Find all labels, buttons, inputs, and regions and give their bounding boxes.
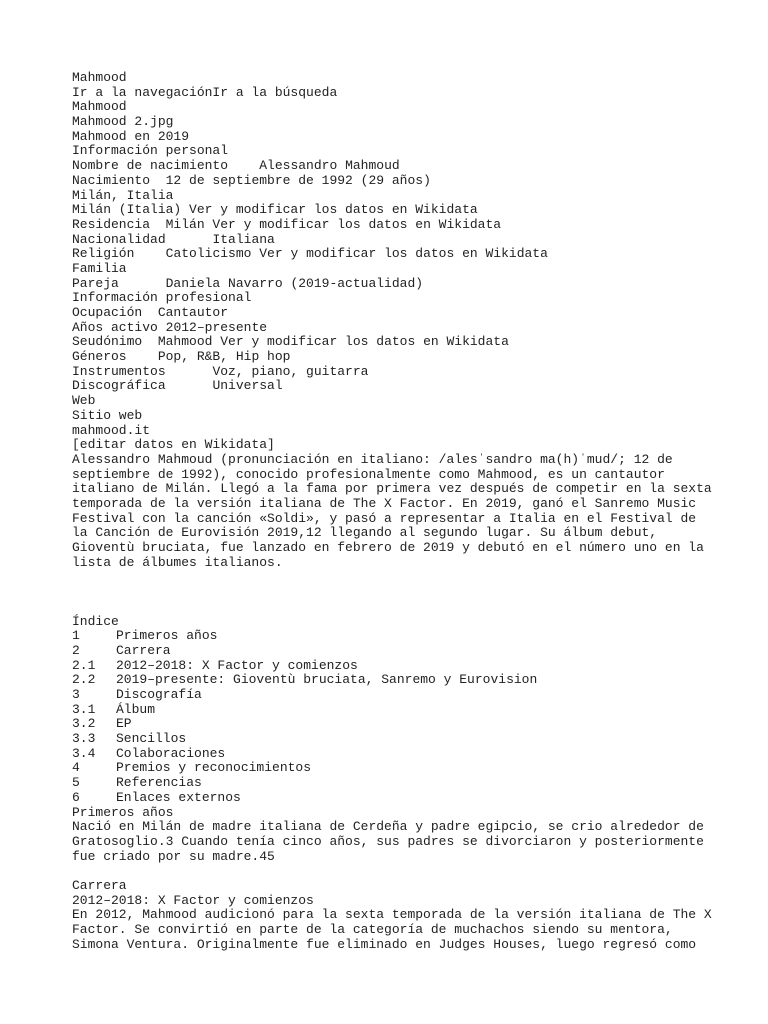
toc-title: Índice (72, 613, 119, 629)
toc-item[interactable] (72, 717, 712, 732)
years-active-value: 2012–presente (165, 319, 268, 335)
toc-item-number: 2.2 (72, 672, 96, 688)
toc-item-number: 3 (72, 687, 80, 702)
nationality-label: Nacionalidad (72, 231, 166, 247)
infobox-row-residence (72, 218, 712, 233)
toc-item[interactable] (72, 703, 712, 718)
infobox-row-years-active (72, 321, 712, 336)
edit-wikidata-link[interactable]: [editar datos en Wikidata] (72, 437, 275, 453)
spacer (72, 600, 712, 615)
toc-item-text[interactable]: Carrera (116, 642, 171, 658)
toc-item[interactable] (72, 629, 712, 644)
image-caption: Mahmood en 2019 (72, 128, 190, 144)
toc-item[interactable] (72, 747, 712, 762)
infobox-row-partner (72, 277, 712, 292)
image-file-link[interactable]: Mahmood 2.jpg (72, 114, 174, 130)
toc-item[interactable] (72, 791, 712, 806)
toc-item-text[interactable]: Álbum (116, 701, 156, 717)
infobox-row-genres (72, 350, 712, 365)
website-link[interactable]: mahmood.it (72, 422, 151, 438)
toc-item-text[interactable]: Premios y reconocimientos (116, 760, 312, 776)
instruments-value[interactable]: Voz, piano, guitarra (212, 363, 369, 379)
label-company-label: Discográfica (72, 378, 166, 394)
religion-label: Religión (72, 246, 135, 262)
toc-item[interactable] (72, 776, 712, 791)
occupation-value[interactable]: Cantautor (157, 305, 229, 320)
pseudonym-label: Seudónimo (72, 334, 143, 350)
birth-value: 12 de septiembre de 1992 (29 años) (165, 172, 431, 188)
intro-paragraph: Alessandro Mahmoud (pronunciación en italiano: /alesˈsandro ma(h)ˈmud/; 12 de septiembre de 1992), conocido profesionalmente como Mahmood, es un cantautor italiano de Milán. Llegó a la fama por primera vez después de competir en la sexta temporada de la versión italiana de The X Factor. En 2019, ganó el Sanremo Music Festival con la canción «Soldi», y pasó a representar a Italia en el Festival de la Canción de Eurovisión 2019,12 llegando al segundo lugar. Su álbum debut, Gioventù bruciata, fue lanzado en febrero de 2019 y debutó en el número uno en la lista de álbumes italianos. (72, 451, 712, 570)
toc-item-text[interactable]: Enlaces externos (116, 789, 241, 805)
section-professional-info: Información profesional (72, 290, 252, 306)
toc-item-number: 3.4 (72, 745, 96, 761)
career-subheading: 2012–2018: X Factor y comienzos (72, 892, 314, 908)
toc-item-text[interactable]: Colaboraciones (116, 745, 226, 761)
toc-item-text[interactable]: 2012–2018: X Factor y comienzos (116, 657, 358, 673)
infobox-name: Mahmood (72, 99, 127, 115)
pseudonym-value[interactable]: Mahmood Ver y modificar los datos en Wikidata (157, 334, 509, 350)
partner-value[interactable]: Daniela Navarro (2019-actualidad) (165, 275, 424, 291)
page-title: Mahmood (72, 70, 127, 85)
residence-value[interactable]: Milán Ver y modificar los datos en Wikidata (165, 216, 502, 232)
toc-item-text[interactable]: Referencias (116, 775, 202, 791)
toc-item-text[interactable]: EP (116, 716, 132, 732)
birth-name-value: Alessandro Mahmoud (259, 158, 400, 174)
toc-item[interactable] (72, 673, 712, 688)
genres-label: Géneros (72, 349, 127, 365)
genres-value[interactable]: Pop, R&B, Hip hop (157, 349, 291, 365)
infobox-row-birth (72, 174, 712, 189)
partner-label: Pareja (72, 275, 119, 291)
spacer (72, 585, 712, 600)
birth-place-2[interactable]: Milán (Italia) Ver y modificar los datos en Wikidata (72, 202, 478, 218)
toc-item-text[interactable]: 2019–presente: Gioventù bruciata, Sanremo y Eurovision (116, 672, 538, 688)
toc-item-number: 5 (72, 775, 80, 791)
toc-item[interactable] (72, 761, 712, 776)
toc-item-number: 3.3 (72, 731, 96, 747)
years-active-label: Años activo (72, 319, 158, 335)
religion-value[interactable]: Catolicismo Ver y modificar los datos en Wikidata (165, 246, 548, 262)
early-years-heading: Primeros años (72, 804, 174, 820)
infobox-row-label (72, 379, 712, 394)
toc-item-number: 2 (72, 642, 80, 658)
spacer (72, 571, 712, 586)
toc-item-number: 2.1 (72, 657, 96, 673)
birth-place-1[interactable]: Milán, Italia (72, 187, 174, 203)
infobox-row-nationality (72, 233, 712, 248)
website-label: Sitio web (72, 407, 143, 423)
infobox-row-religion (72, 247, 712, 262)
infobox-row-instruments (72, 365, 712, 380)
label-company-value[interactable]: Universal (212, 378, 283, 394)
instruments-label: Instrumentos (72, 363, 166, 379)
table-of-contents (72, 629, 712, 805)
toc-item-text[interactable]: Sencillos (116, 731, 187, 747)
toc-item[interactable] (72, 644, 712, 659)
section-personal-info: Información personal (72, 143, 229, 159)
section-family: Familia (72, 260, 127, 276)
spacer (72, 864, 712, 879)
birth-label: Nacimiento (72, 172, 151, 188)
toc-item-text[interactable]: Primeros años (116, 628, 218, 644)
toc-item-number: 4 (72, 760, 80, 776)
early-years-paragraph: Nació en Milán de madre italiana de Cerdeña y padre egipcio, se crio alrededor de Gratosoglio.3 Cuando tenía cinco años, sus padres se divorciaron y posteriormente fue criado por su madre.45 (72, 819, 704, 864)
infobox-row-occupation (72, 306, 712, 321)
birth-name-label: Nombre de nacimiento (72, 158, 229, 174)
occupation-label: Ocupación (72, 305, 143, 320)
infobox-row-pseudonym (72, 335, 712, 350)
toc-item[interactable] (72, 732, 712, 747)
toc-item-number: 1 (72, 628, 80, 644)
section-web: Web (72, 393, 96, 409)
document-page (72, 71, 712, 952)
toc-item-number: 3.2 (72, 716, 96, 732)
nav-links[interactable]: Ir a la navegaciónIr a la búsqueda (72, 84, 338, 100)
toc-item-text[interactable]: Discografía (116, 687, 202, 702)
toc-item-number: 6 (72, 789, 80, 805)
toc-item[interactable] (72, 688, 712, 703)
infobox-row-birth-name (72, 159, 712, 174)
career-heading: Carrera (72, 877, 127, 893)
career-paragraph: En 2012, Mahmood audicionó para la sexta temporada de la versión italiana de The X Factor. Se convirtió en parte de la categoría de muchachos siendo su mentora, Simona Ventura. Originalmente fue eliminado en Judges Houses, luego regresó como (72, 907, 712, 952)
toc-item[interactable] (72, 659, 712, 674)
residence-label: Residencia (72, 216, 151, 232)
nationality-value: Italiana (212, 231, 275, 247)
toc-item-number: 3.1 (72, 701, 96, 717)
